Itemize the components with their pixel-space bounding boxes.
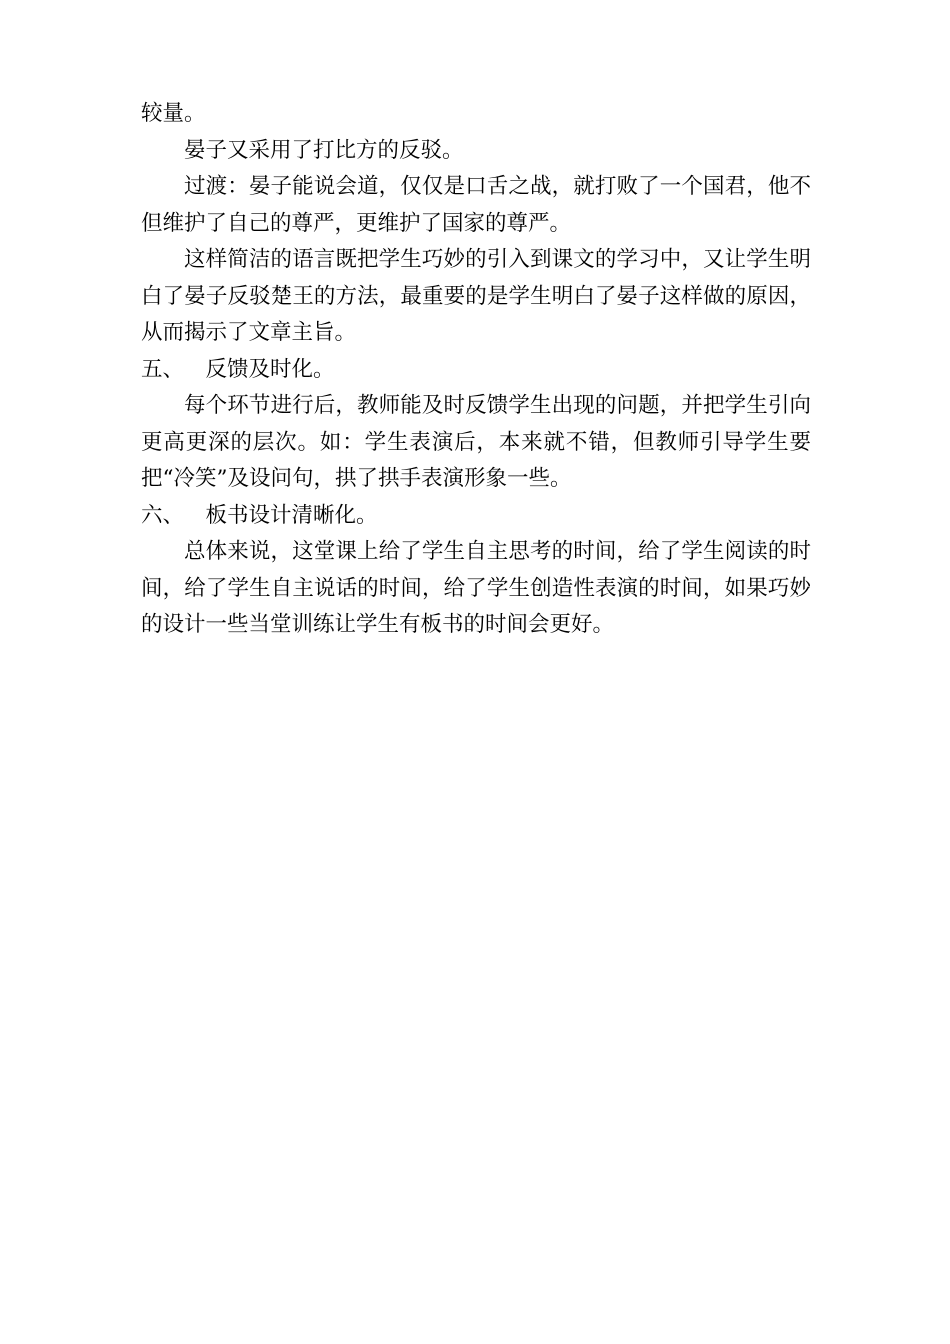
paragraph: 总体来说，这堂课上给了学生自主思考的时间，给了学生阅读的时间，给了学生自主说话的时间，给了学生创造性表演的时间，如果巧妙的设计一些当堂训练让学生有板书的时间会更好。 [141,539,811,637]
section-title: 反馈及时化。 [205,356,335,382]
section-heading [141,352,811,389]
paragraph-continuation: 较量。 [141,101,206,126]
paragraph: 每个环节进行后，教师能及时反馈学生出现的问题，并把学生引向更高更深的层次。如：学生表演后，本来就不错，但教师引导学生要把“冷笑”及设问句，拱了拱手表演形象一些。 [141,393,811,491]
paragraph: 晏子又采用了打比方的反驳。 [184,137,464,163]
document-body [141,96,811,644]
section-number: 五、 [141,356,185,382]
section-heading [141,498,811,535]
section-title: 板书设计清晰化。 [205,502,378,528]
paragraph: 过渡：晏子能说会道，仅仅是口舌之战，就打败了一个国君，他不但维护了自己的尊严，更维护了国家的尊严。 [141,174,811,236]
paragraph: 这样简洁的语言既把学生巧妙的引入到课文的学习中，又让学生明白了晏子反驳楚王的方法，最重要的是学生明白了晏子这样做的原因，从而揭示了文章主旨。 [141,247,811,345]
section-number: 六、 [141,502,185,528]
